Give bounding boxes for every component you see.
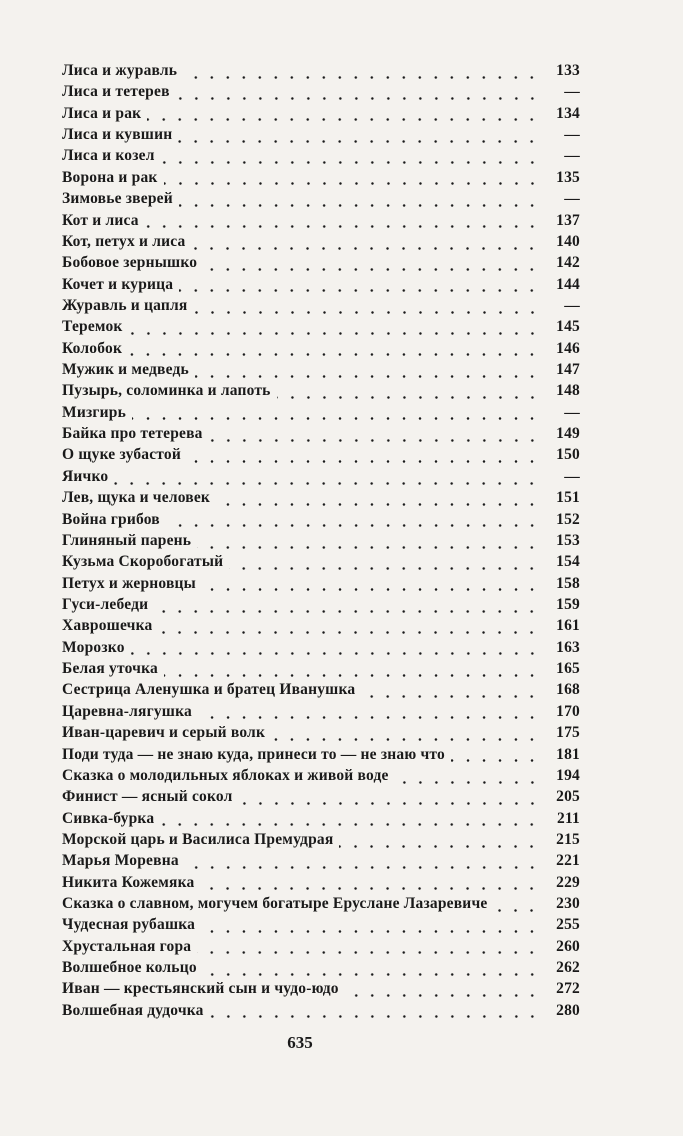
toc-entry-page: 152 bbox=[556, 510, 580, 528]
toc-entry-page: 158 bbox=[556, 574, 580, 592]
toc-entry-title: Глиняный парень bbox=[62, 531, 192, 549]
dot-leader bbox=[209, 439, 540, 442]
toc-entry-title: Белая уточка bbox=[62, 660, 158, 678]
dot-leader bbox=[179, 289, 540, 292]
dot-leader bbox=[493, 909, 540, 912]
toc-entry bbox=[62, 147, 580, 168]
dot-leader bbox=[203, 268, 540, 271]
toc-entry bbox=[62, 810, 580, 831]
toc-entry-page: 153 bbox=[556, 531, 580, 549]
dot-leader bbox=[187, 460, 540, 463]
toc-entry-page: 145 bbox=[556, 318, 580, 336]
toc-entry-page: 149 bbox=[556, 425, 580, 443]
toc-entry-page: 161 bbox=[556, 617, 580, 635]
toc-entry-page: 215 bbox=[556, 830, 580, 848]
toc-entry-page: 134 bbox=[556, 104, 580, 122]
toc-entry-page: 255 bbox=[556, 916, 580, 934]
toc-entry-title: Журавль и цапля bbox=[62, 296, 188, 314]
toc-entry bbox=[62, 703, 580, 724]
toc-entry-page: 229 bbox=[556, 873, 580, 891]
toc-entry-page: 260 bbox=[556, 937, 580, 955]
dot-leader bbox=[185, 866, 540, 869]
toc-entry bbox=[62, 617, 580, 638]
dot-leader bbox=[179, 204, 540, 207]
toc-entry-title: Иван-царевич и серый волк bbox=[62, 724, 266, 742]
toc-entry-page: — bbox=[564, 126, 580, 144]
toc-entry bbox=[62, 297, 580, 318]
dot-leader bbox=[164, 182, 540, 185]
toc-entry-title: Колобок bbox=[62, 339, 123, 357]
toc-entry bbox=[62, 340, 580, 361]
toc-entry bbox=[62, 511, 580, 532]
toc-entry-page: 154 bbox=[556, 553, 580, 571]
toc-entry-title: О щуке зубастой bbox=[62, 446, 181, 464]
toc-entry-title: Война грибов bbox=[62, 510, 160, 528]
toc-entry-page: 137 bbox=[556, 211, 580, 229]
toc-entry-title: Сказка о молодильных яблоках и живой воде bbox=[62, 766, 389, 784]
toc-entry bbox=[62, 959, 580, 980]
toc-entry bbox=[62, 767, 580, 788]
dot-leader bbox=[210, 1015, 540, 1018]
toc-entry-page: — bbox=[564, 403, 580, 421]
toc-entry-title: Никита Кожемяка bbox=[62, 873, 195, 891]
toc-entry-page: — bbox=[564, 296, 580, 314]
toc-entry-page: — bbox=[564, 467, 580, 485]
toc-entry-page: — bbox=[564, 147, 580, 165]
toc-entry bbox=[62, 980, 580, 1001]
dot-leader bbox=[200, 887, 540, 890]
toc-entry-page: 175 bbox=[556, 724, 580, 742]
toc-entry bbox=[62, 660, 580, 681]
toc-entry bbox=[62, 468, 580, 489]
toc-entry-page: 272 bbox=[556, 980, 580, 998]
toc-entry-page: 135 bbox=[556, 168, 580, 186]
toc-entry-page: 221 bbox=[556, 852, 580, 870]
dot-leader bbox=[191, 247, 540, 250]
toc-entry-page: 168 bbox=[556, 681, 580, 699]
toc-entry-title: Сивка-бурка bbox=[62, 809, 155, 827]
toc-entry-page: — bbox=[564, 190, 580, 208]
toc-entry-title: Марья Моревна bbox=[62, 852, 179, 870]
toc-entry-title: Лиса и козел bbox=[62, 147, 155, 165]
toc-entry-title: Лиса и журавль bbox=[62, 62, 178, 79]
toc-entry bbox=[62, 169, 580, 190]
toc-entry bbox=[62, 681, 580, 702]
dot-leader bbox=[176, 97, 540, 100]
toc-entry bbox=[62, 318, 580, 339]
toc-entry bbox=[62, 425, 580, 446]
dot-leader bbox=[160, 823, 540, 826]
dot-leader bbox=[339, 845, 540, 848]
toc-entry bbox=[62, 788, 580, 809]
toc-entry bbox=[62, 83, 580, 104]
toc-entry bbox=[62, 532, 580, 553]
toc-entry-page: 170 bbox=[556, 702, 580, 720]
toc-entry-page: 133 bbox=[556, 62, 580, 79]
toc-entry-page: 148 bbox=[556, 382, 580, 400]
toc-entry-page: 205 bbox=[556, 788, 580, 806]
dot-leader bbox=[164, 674, 540, 677]
toc-entry bbox=[62, 446, 580, 467]
toc-entry-page: 165 bbox=[556, 660, 580, 678]
toc-entry bbox=[62, 575, 580, 596]
dot-leader bbox=[271, 738, 540, 741]
toc-entry-title: Петух и жерновцы bbox=[62, 574, 196, 592]
toc-entry-title: Яичко bbox=[62, 467, 109, 485]
dot-leader bbox=[158, 631, 540, 634]
dot-leader bbox=[178, 140, 540, 143]
dot-leader bbox=[154, 610, 540, 613]
toc-entry-page: 146 bbox=[556, 339, 580, 357]
dot-leader bbox=[166, 524, 540, 527]
toc-entry bbox=[62, 874, 580, 895]
toc-entry-title: Зимовье зверей bbox=[62, 190, 173, 208]
toc-entry-title: Байка про тетерева bbox=[62, 425, 203, 443]
toc-entry-title: Поди туда — не знаю куда, принеси то — не знаю что bbox=[62, 745, 445, 763]
toc-entry-title: Кот, петух и лиса bbox=[62, 232, 186, 250]
toc-entry bbox=[62, 126, 580, 147]
toc-entry-page: 140 bbox=[556, 232, 580, 250]
toc-entry bbox=[62, 233, 580, 254]
toc-entry bbox=[62, 212, 580, 233]
toc-entry-title: Царевна-лягушка bbox=[62, 702, 192, 720]
toc-entry-page: 144 bbox=[556, 275, 580, 293]
dot-leader bbox=[114, 482, 540, 485]
toc-entry-title: Лиса и тетерев bbox=[62, 83, 170, 101]
toc-entry-page: 142 bbox=[556, 254, 580, 272]
toc-entry-title: Чудесная рубашка bbox=[62, 916, 196, 934]
toc-entry-title: Ворона и рак bbox=[62, 168, 158, 186]
toc-entry-title: Кочет и курица bbox=[62, 275, 174, 293]
toc-entry-title: Мизгирь bbox=[62, 403, 126, 421]
dot-leader bbox=[277, 396, 540, 399]
dot-leader bbox=[201, 930, 540, 933]
toc-entry-title: Лиса и кувшин bbox=[62, 126, 173, 144]
toc-entry-page: 211 bbox=[557, 809, 580, 827]
dot-leader bbox=[147, 118, 540, 121]
dot-leader bbox=[197, 546, 540, 549]
dot-leader bbox=[128, 353, 540, 356]
dot-leader bbox=[197, 951, 540, 954]
dot-leader bbox=[195, 375, 540, 378]
toc-entry bbox=[62, 724, 580, 745]
dot-leader bbox=[451, 759, 540, 762]
toc-entry bbox=[62, 639, 580, 660]
toc-entry-page: — bbox=[564, 83, 580, 101]
toc-entry bbox=[62, 553, 580, 574]
toc-entry bbox=[62, 852, 580, 873]
dot-leader bbox=[161, 161, 540, 164]
toc-entry-page: 262 bbox=[556, 959, 580, 977]
toc-entry-title: Пузырь, соломинка и лапоть bbox=[62, 382, 271, 400]
toc-entry-page: 150 bbox=[556, 446, 580, 464]
toc-entry bbox=[62, 1002, 580, 1023]
toc-entry-title: Кузьма Скоробогатый bbox=[62, 553, 224, 571]
dot-leader bbox=[198, 716, 540, 719]
dot-leader bbox=[129, 332, 540, 335]
toc-entry-title: Теремок bbox=[62, 318, 123, 336]
toc-entry-title: Сестрица Аленушка и братец Иванушка bbox=[62, 681, 356, 699]
toc-entry-title: Морской царь и Василиса Премудрая bbox=[62, 830, 334, 848]
dot-leader bbox=[361, 695, 540, 698]
toc-entry-page: 151 bbox=[556, 489, 580, 507]
toc-entry bbox=[62, 916, 580, 937]
toc-entry-title: Мужик и медведь bbox=[62, 361, 189, 379]
toc-entry bbox=[62, 276, 580, 297]
toc-entry bbox=[62, 382, 580, 403]
dot-leader bbox=[132, 417, 540, 420]
toc-entry-page: 163 bbox=[556, 638, 580, 656]
dot-leader bbox=[395, 781, 540, 784]
toc-entry-title: Сказка о славном, могучем богатыре Еруслане Лазаревиче bbox=[62, 895, 488, 913]
toc-entry bbox=[62, 361, 580, 382]
toc-entry-title: Хрустальная гора bbox=[62, 937, 192, 955]
toc-entry-page: 159 bbox=[556, 595, 580, 613]
dot-leader bbox=[183, 76, 540, 79]
toc-entry bbox=[62, 596, 580, 617]
dot-leader bbox=[229, 567, 540, 570]
toc-entry-page: 194 bbox=[556, 766, 580, 784]
toc-entry bbox=[62, 746, 580, 767]
dot-leader bbox=[203, 973, 540, 976]
dot-leader bbox=[194, 311, 541, 314]
table-of-contents bbox=[62, 62, 580, 1023]
toc-entry bbox=[62, 62, 580, 83]
toc-entry-title: Хаврошечка bbox=[62, 617, 153, 635]
toc-entry bbox=[62, 895, 580, 916]
toc-entry bbox=[62, 404, 580, 425]
page-number: 635 bbox=[287, 1033, 313, 1052]
dot-leader bbox=[216, 503, 540, 506]
toc-entry bbox=[62, 831, 580, 852]
toc-entry-page: 181 bbox=[556, 745, 580, 763]
toc-entry-title: Морозко bbox=[62, 638, 125, 656]
toc-entry bbox=[62, 190, 580, 211]
toc-entry-title: Гуси-лебеди bbox=[62, 595, 149, 613]
toc-entry-title: Лиса и рак bbox=[62, 104, 142, 122]
toc-entry-page: 147 bbox=[556, 361, 580, 379]
toc-entry bbox=[62, 254, 580, 275]
dot-leader bbox=[345, 994, 540, 997]
toc-entry-page: 280 bbox=[556, 1001, 580, 1019]
toc-entry-title: Иван — крестьянский сын и чудо-юдо bbox=[62, 980, 339, 998]
toc-entry-title: Волшебная дудочка bbox=[62, 1001, 204, 1019]
dot-leader bbox=[131, 652, 540, 655]
toc-entry-title: Кот и лиса bbox=[62, 211, 139, 229]
toc-entry-title: Бобовое зернышко bbox=[62, 254, 198, 272]
toc-entry bbox=[62, 938, 580, 959]
dot-leader bbox=[145, 225, 540, 228]
toc-entry bbox=[62, 489, 580, 510]
toc-entry-title: Волшебное кольцо bbox=[62, 959, 197, 977]
dot-leader bbox=[239, 802, 540, 805]
toc-entry bbox=[62, 105, 580, 126]
toc-entry-title: Лев, щука и человек bbox=[62, 489, 211, 507]
toc-entry-page: 230 bbox=[556, 895, 580, 913]
dot-leader bbox=[202, 588, 540, 591]
toc-entry-title: Финист — ясный сокол bbox=[62, 788, 233, 806]
